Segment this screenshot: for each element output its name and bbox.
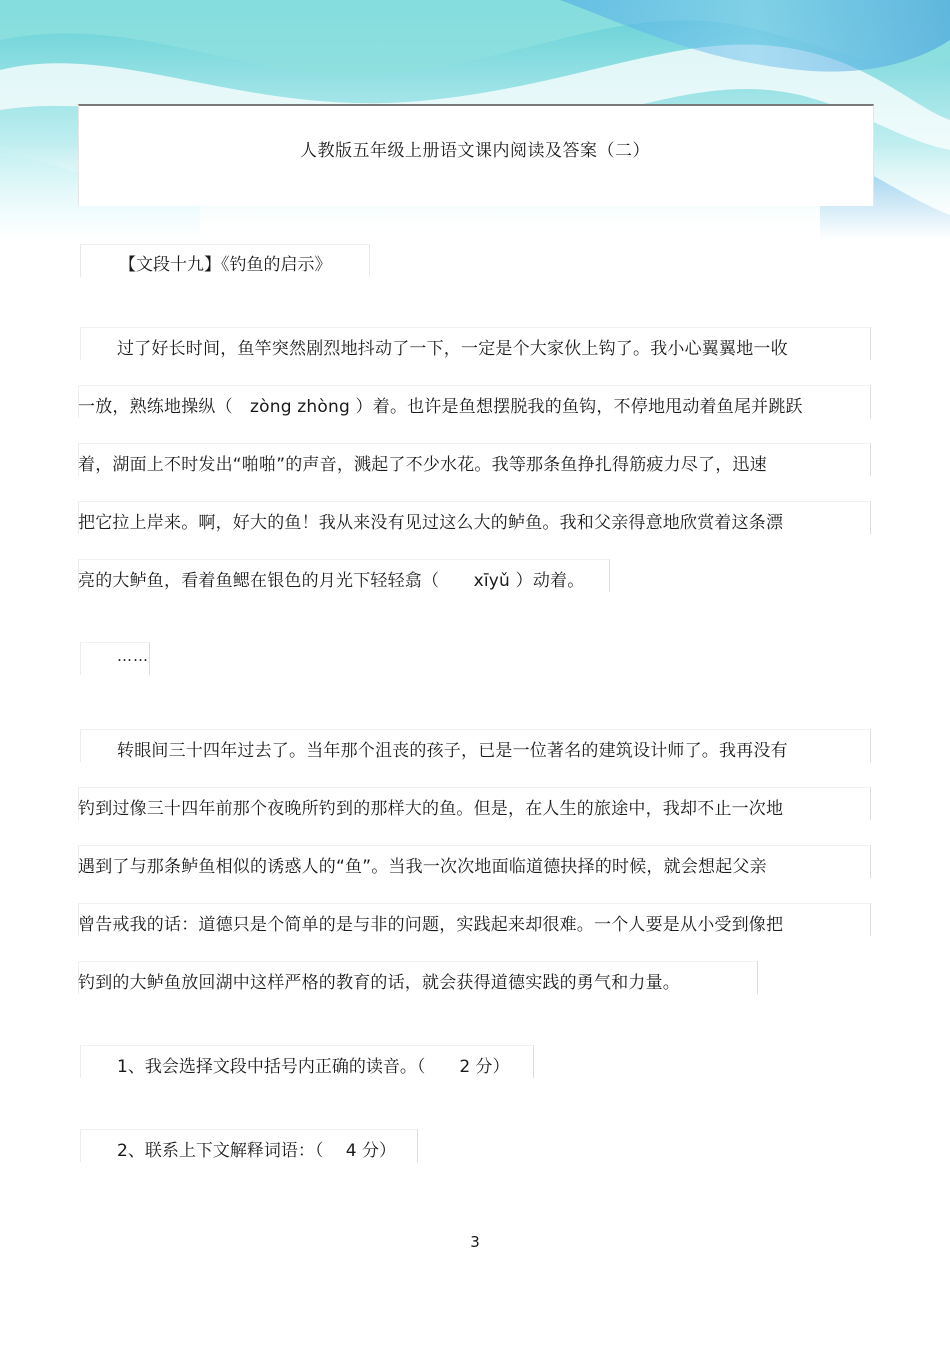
section-heading-box: [80, 244, 370, 277]
document-title: 人教版五年级上册语文课内阅读及答案（二）: [300, 141, 650, 161]
paragraph-line: 曾告戒我的话：道德只是个简单的是与非的问题，实践起来却很难。一个人要是从小受到像把: [78, 915, 784, 935]
page-number: 3: [470, 1233, 480, 1251]
paragraph-line: 转眼间三十四年过去了。当年那个沮丧的孩子，已是一位著名的建筑设计师了。我再没有: [117, 741, 788, 761]
paragraph-line: 亮的大鲈鱼，看着鱼鳃在银色的月光下轻轻翕（ xīyǔ ）动着。: [78, 571, 585, 591]
paragraph-line: 一放，熟练地操纵（ zòng zhòng ）着。也许是鱼想摆脱我的鱼钩，不停地甩动着鱼尾并跳跃: [78, 397, 803, 417]
paragraph-line: 过了好长时间，鱼竿突然剧烈地抖动了一下，一定是个大家伙上钩了。我小心翼翼地一收: [117, 339, 788, 359]
paragraph-line: 遇到了与那条鲈鱼相似的诱惑人的“鱼”。当我一次次地面临道德抉择的时候，就会想起父亲: [78, 857, 767, 877]
section-heading: 【文段十九】《钓鱼的启示》: [119, 255, 332, 275]
ellipsis-text: ……: [117, 647, 149, 665]
paragraph-line: 钓到的大鲈鱼放回湖中这样严格的教育的话，就会获得道德实践的勇气和力量。: [78, 973, 680, 993]
paragraph-line: 钓到过像三十四年前那个夜晚所钓到的那样大的鱼。但是，在人生的旅途中，我却不止一次地: [78, 799, 784, 819]
paragraph-line: 着，湖面上不时发出“啪啪”的声音，溅起了不少水花。我等那条鱼挣扎得筋疲力尽了，迅速: [78, 455, 767, 475]
paragraph-line: 把它拉上岸来。啊，好大的鱼！我从来没有见过这么大的鲈鱼。我和父亲得意地欣赏着这条漂: [78, 513, 784, 533]
question-1: 1、我会选择文段中括号内正确的读音。（ 2 分）: [117, 1057, 510, 1077]
question-2: 2、联系上下文解释词语：（ 4 分）: [117, 1141, 396, 1161]
